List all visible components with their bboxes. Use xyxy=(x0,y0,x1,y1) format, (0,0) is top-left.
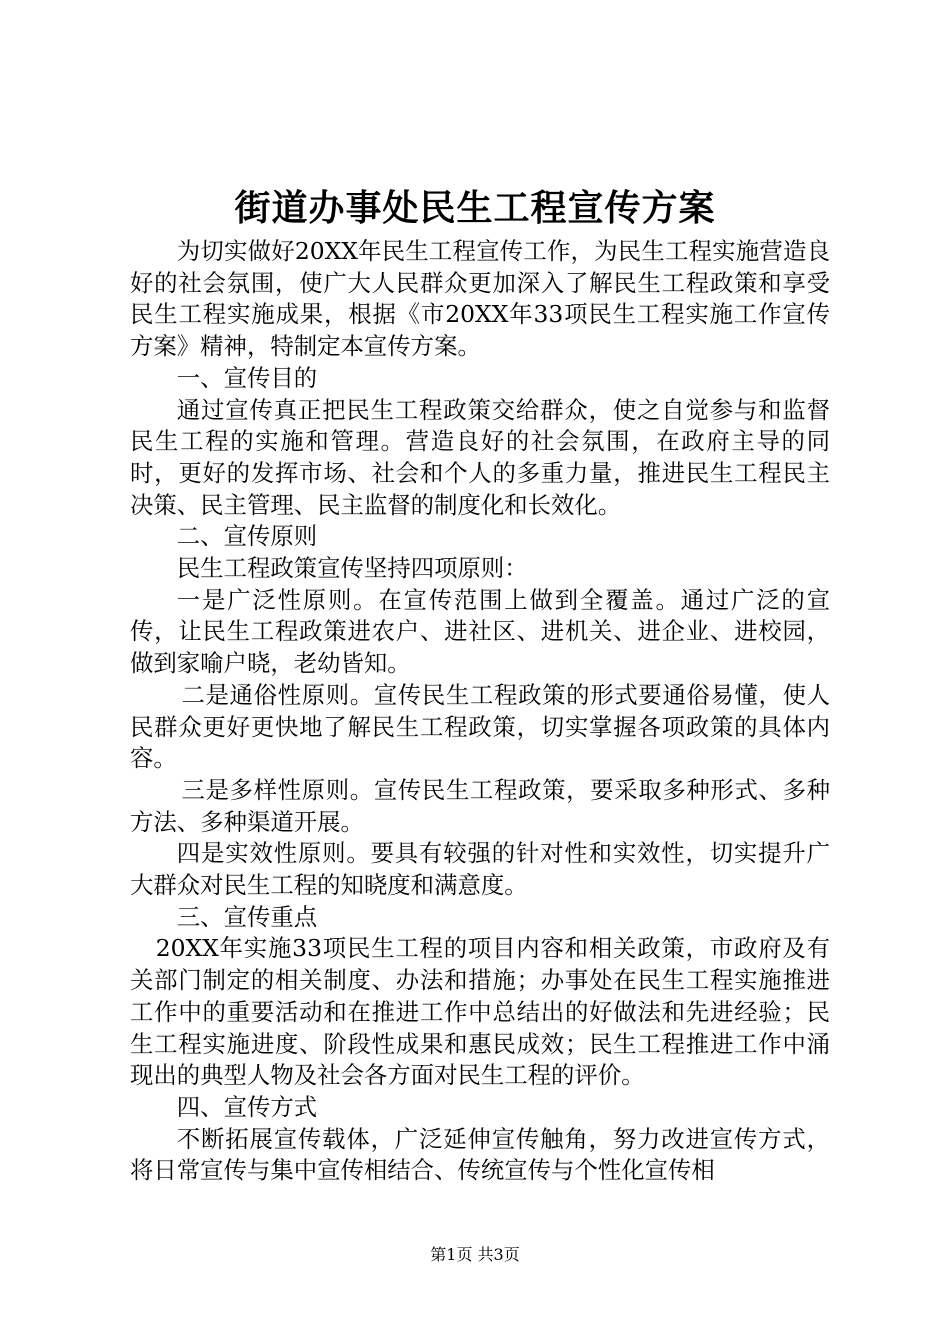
intro-paragraph: 为切实做好20XX年民生工程宣传工作，为民生工程实施营造良好的社会氛围，使广大人民群众更加深入了解民生工程政策和享受民生工程实施成果，根据《市20XX年33项民生工程实施工作宣传方案》精神，特制定本宣传方案。 xyxy=(130,237,830,361)
section-heading-focus: 三、宣传重点 xyxy=(176,902,318,931)
document-title: 街道办事处民生工程宣传方案 xyxy=(234,187,716,229)
methods-paragraph: 不断拓展宣传载体，广泛延伸宣传触角，努力改进宣传方式，将日常宣传与集中宣传相结合、传统宣传与个性化宣传相 xyxy=(130,1124,830,1185)
principle-two-paragraph: 二是通俗性原则。宣传民生工程政策的形式要通俗易懂，使人民群众更好更快地了解民生工程政策，切实掌握各项政策的具体内容。 xyxy=(130,680,830,773)
principles-intro-paragraph: 民生工程政策宣传坚持四项原则： xyxy=(176,554,528,583)
purpose-paragraph: 通过宣传真正把民生工程政策交给群众，使之自觉参与和监督民生工程的实施和管理。营造良好的社会氛围，在政府主导的同时，更好的发挥市场、社会和个人的多重力量，推进民生工程民主决策、民主管理、民主监督的制度化和长效化。 xyxy=(130,395,830,519)
principle-three-paragraph: 三是多样性原则。宣传民生工程政策，要采取多种形式、多种方法、多种渠道开展。 xyxy=(130,775,830,836)
principle-one-paragraph: 一是广泛性原则。在宣传范围上做到全覆盖。通过广泛的宣传，让民生工程政策进农户、进社区、进机关、进企业、进校园，做到家喻户晓，老幼皆知。 xyxy=(130,585,830,678)
page-number-footer: 第1页 共3页 xyxy=(430,1245,520,1264)
focus-paragraph: 20XX年实施33项民生工程的项目内容和相关政策，市政府及有关部门制定的相关制度、办法和措施；办事处在民生工程实施推进工作中的重要活动和在推进工作中总结出的好做法和先进经验；民生工程实施进度、阶段性成果和惠民成效；民生工程推进工作中涌现出的典型人物及社会各方面对民生工程的评价。 xyxy=(130,934,830,1090)
section-heading-purpose: 一、宣传目的 xyxy=(176,363,318,392)
document-body xyxy=(130,236,830,1187)
section-heading-methods: 四、宣传方式 xyxy=(176,1092,318,1121)
section-heading-principles: 二、宣传原则 xyxy=(176,522,318,551)
principle-four-paragraph: 四是实效性原则。要具有较强的针对性和实效性，切实提升广大群众对民生工程的知晓度和满意度。 xyxy=(130,839,830,900)
